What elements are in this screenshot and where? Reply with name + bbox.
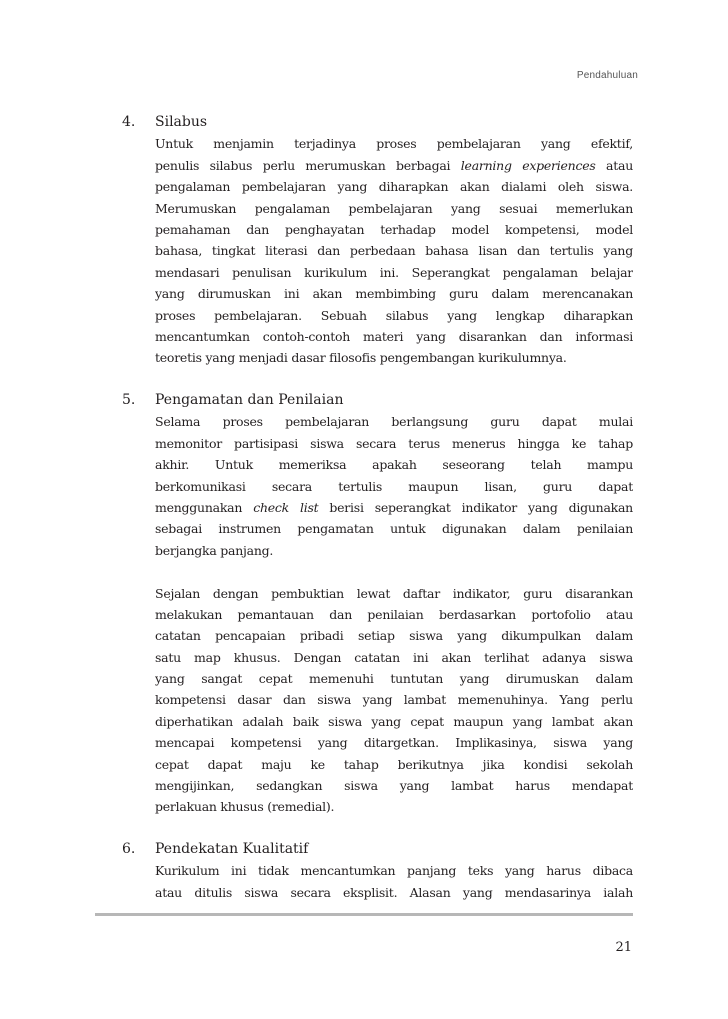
body-line: pengalaman pembelajaran yang diharapkan akan dialami oleh siswa. bbox=[155, 179, 633, 195]
body-line: menggunakan check list berisi seperangkat indikator yang digunakan bbox=[155, 499, 633, 515]
body-line: Sejalan dengan pembuktian lewat daftar indikator, guru disarankan bbox=[155, 585, 633, 601]
footer-rule bbox=[95, 913, 633, 916]
body-line: berkomunikasi secara tertulis maupun lisan, guru dapat bbox=[155, 478, 633, 494]
body-line: mengijinkan, sedangkan siswa yang lambat harus mendapat bbox=[155, 778, 633, 794]
page-number: 21 bbox=[615, 940, 632, 955]
section-title: Pendekatan Kualitatif bbox=[155, 841, 309, 857]
body-line: Kurikulum ini tidak mencantumkan panjang teks yang harus dibaca bbox=[155, 863, 633, 879]
section-number: 4. bbox=[122, 114, 136, 130]
body-line: akhir. Untuk memeriksa apakah seseorang telah mampu bbox=[155, 457, 633, 473]
body-line: Merumuskan pengalaman pembelajaran yang sesuai memerlukan bbox=[155, 200, 633, 216]
body-line bbox=[155, 561, 633, 582]
body-line: yang sangat cepat memenuhi tuntutan yang dirumuskan dalam bbox=[155, 671, 633, 687]
body-line: mencapai kompetensi yang ditargetkan. Implikasinya, siswa yang bbox=[155, 735, 633, 751]
body-line: penulis silabus perlu merumuskan berbagai learning experiences atau bbox=[155, 157, 633, 173]
running-head: Pendahuluan bbox=[576, 70, 638, 81]
body-line: yang dirumuskan ini akan membimbing guru dalam merencanakan bbox=[155, 286, 633, 302]
body-line: cepat dapat maju ke tahap berikutnya jika kondisi sekolah bbox=[155, 756, 633, 772]
section-body bbox=[155, 411, 633, 817]
body-line: satu map khusus. Dengan catatan ini akan terlihat adanya siswa bbox=[155, 649, 633, 665]
body-line: Selama proses pembelajaran berlangsung guru dapat mulai bbox=[155, 414, 633, 430]
body-line: atau ditulis siswa secara eksplisit. Alasan yang mendasarinya ialah bbox=[155, 884, 633, 900]
italic-term: check list bbox=[253, 499, 319, 515]
section-title: Silabus bbox=[155, 114, 208, 130]
body-line: perlakuan khusus (remedial). bbox=[155, 799, 335, 815]
body-line: diperhatikan adalah baik siswa yang cepat maupun yang lambat akan bbox=[155, 713, 633, 729]
body-line: mencantumkan contoh-contoh materi yang disarankan dan informasi bbox=[155, 328, 633, 344]
body-line: catatan pencapaian pribadi setiap siswa yang dikumpulkan dalam bbox=[155, 628, 633, 644]
body-line: Untuk menjamin terjadinya proses pembelajaran yang efektif, bbox=[155, 136, 633, 152]
body-line: kompetensi dasar dan siswa yang lambat memenuhinya. Yang perlu bbox=[155, 692, 633, 708]
section-number: 5. bbox=[122, 392, 136, 408]
body-line: memonitor partisipasi siswa secara terus menerus hingga ke tahap bbox=[155, 435, 633, 451]
italic-term: learning experiences bbox=[460, 157, 596, 173]
body-line: proses pembelajaran. Sebuah silabus yang lengkap diharapkan bbox=[155, 307, 633, 323]
body-line: bahasa, tingkat literasi dan perbedaan bahasa lisan dan tertulis yang bbox=[155, 243, 633, 259]
body-line: mendasari penulisan kurikulum ini. Seperangkat pengalaman belajar bbox=[155, 264, 633, 280]
section-title: Pengamatan dan Penilaian bbox=[155, 392, 344, 408]
body-line: pemahaman dan penghayatan terhadap model kompetensi, model bbox=[155, 221, 633, 237]
section-body bbox=[155, 133, 633, 368]
body-line: berjangka panjang. bbox=[155, 542, 274, 558]
section-number: 6. bbox=[122, 841, 136, 857]
section-body bbox=[155, 860, 633, 903]
body-line: teoretis yang menjadi dasar filosofis pengembangan kurikulumnya. bbox=[155, 350, 567, 366]
body-line: melakukan pemantauan dan penilaian berdasarkan portofolio atau bbox=[155, 606, 633, 622]
body-line: sebagai instrumen pengamatan untuk digunakan dalam penilaian bbox=[155, 521, 633, 537]
